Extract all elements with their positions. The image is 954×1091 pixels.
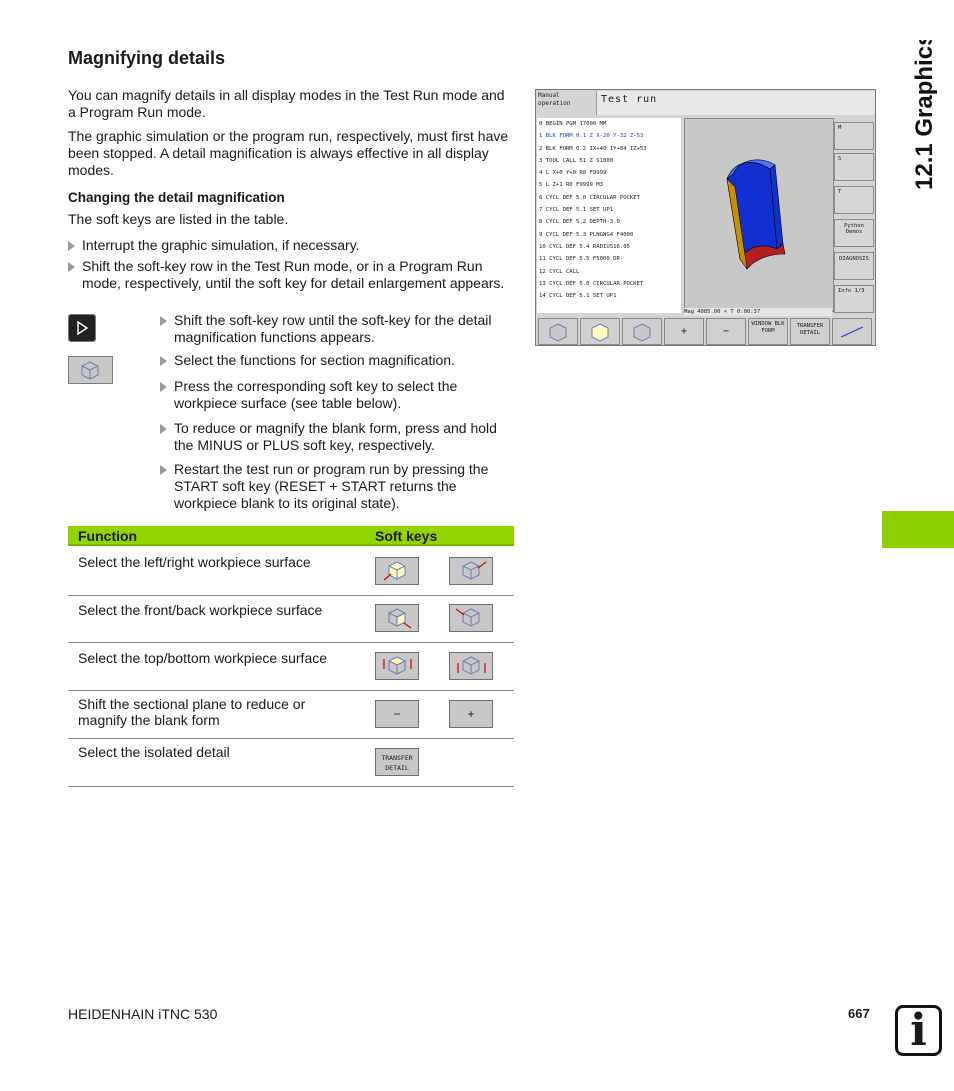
bottom-surface-softkey[interactable] (449, 652, 493, 680)
program-line: 2 BLK FORM 0.2 IX+40 IY+84 IZ+53 (539, 145, 647, 152)
chapter-tab (898, 40, 950, 190)
page-number: 667 (848, 1006, 870, 1021)
program-line: 8 CYCL DEF 5.2 DEPTH-3.0 (539, 219, 620, 226)
chapter-title-graphic (898, 40, 950, 190)
cube-back-icon (450, 605, 492, 631)
right-surface-softkey[interactable] (449, 557, 493, 585)
diagnosis-key[interactable]: DIAGNOSIS (834, 252, 874, 280)
back-surface-softkey[interactable] (449, 604, 493, 632)
program-line: 1 BLK FORM 0.1 Z X-20 Y-32 Z-53 (539, 133, 644, 140)
workpiece-graphic (685, 119, 833, 311)
chapter-color-tab (882, 511, 954, 548)
python-demos-key[interactable]: Python Demos (834, 219, 874, 247)
side-key-t[interactable]: T (834, 186, 874, 214)
screen-softkey-left[interactable] (580, 318, 620, 345)
table-row: Select the isolated detail TRANSFER DETAIL (68, 738, 514, 787)
cube-icon (539, 319, 577, 344)
cube-left-icon (376, 558, 418, 584)
cube-right-icon (450, 558, 492, 584)
cube-left-icon (581, 319, 619, 344)
mode-label: Manual operation (538, 92, 571, 107)
screen-softkey-extra[interactable] (832, 318, 872, 345)
step-shift-row: Shift the soft-key row until the soft-key for the detail magnification functions appears. (160, 312, 510, 346)
side-key-s[interactable]: S (834, 153, 874, 181)
arrow-icon (160, 382, 167, 392)
column-function: Function (78, 528, 138, 544)
cube-top-icon (376, 653, 418, 679)
screen-softkey-plus[interactable]: + (664, 318, 704, 345)
step-reduce-magnify: To reduce or magnify the blank form, press and hold the MINUS or PLUS soft key, respectively. (160, 420, 510, 454)
cube-front-icon (376, 605, 418, 631)
program-line: 14 CYCL DEF 5.1 SET UP1 (539, 293, 617, 300)
column-softkeys: Soft keys (375, 528, 438, 544)
subheading: Changing the detail magnification (68, 190, 285, 205)
section-heading: Magnifying details (68, 48, 226, 68)
table-row: Select the front/back workpiece surface (68, 595, 514, 643)
cube-bottom-icon (450, 653, 492, 679)
front-surface-softkey[interactable] (375, 604, 419, 632)
top-surface-softkey[interactable] (375, 652, 419, 680)
program-line: 3 TOOL CALL 51 Z S1000 (539, 157, 614, 164)
paragraph-stopped: The graphic simulation or the program run, respectively, must first have been stopped. A detail magnification is always effective in all display modes. (68, 128, 509, 178)
screen-title-bar (596, 91, 875, 115)
program-line: 7 CYCL DEF 5.1 SET UP1 (539, 207, 614, 214)
screen-softkey-window-blk-form[interactable]: WINDOW BLK FORM (748, 318, 788, 345)
program-line: 0 BEGIN PGM 17000 MM (539, 121, 607, 127)
info-key[interactable]: Info 1/3 (834, 285, 874, 313)
arrow-icon (160, 356, 167, 366)
arrow-icon (160, 316, 167, 326)
program-line: 9 CYCL DEF 5.3 PLNGNG4 F4000 (539, 231, 634, 238)
program-listing (537, 118, 681, 313)
program-line: 6 CYCL DEF 5.0 CIRCULAR POCKET (539, 194, 641, 201)
arrow-icon (160, 424, 167, 434)
paragraph-intro: You can magnify details in all display modes in the Test Run mode and a Program Run mode. (68, 87, 505, 120)
table-header (68, 526, 514, 546)
info-icon: i (895, 1005, 942, 1056)
transfer-detail-softkey[interactable]: TRANSFER DETAIL (375, 748, 419, 776)
program-line: 10 CYCL DEF 5.4 RADIUS16.05 (539, 243, 630, 250)
step-select-surface: Press the corresponding soft key to select the workpiece surface (see table below). (160, 378, 510, 412)
program-line: 13 CYCL DEF 5.0 CIRCULAR POCKET (539, 280, 644, 287)
screen-title: Test run (601, 94, 658, 105)
program-line: 4 L X+0 Y+0 R0 F9999 (539, 170, 607, 177)
arrow-icon (68, 241, 75, 251)
table-row: Shift the sectional plane to reduce or magnify the blank form − + (68, 690, 514, 739)
screen-softkey-right[interactable] (622, 318, 662, 345)
chapter-title: 12.1 Graphics (911, 40, 938, 190)
footer-manual-name: HEIDENHAIN iTNC 530 (68, 1006, 218, 1022)
minus-softkey[interactable]: − (375, 700, 419, 728)
bullet-shift: Shift the soft-key row in the Test Run mode, or in a Program Run mode, respectively, until the soft key for detail enlargement appears. (68, 258, 508, 292)
step-restart: Restart the test run or program run by pressing the START soft key (RESET + START returns the workpiece blank to its original state). (160, 461, 510, 512)
screen-softkey-cube[interactable] (538, 318, 578, 345)
screen-softkey-minus[interactable]: − (706, 318, 746, 345)
side-key-m[interactable]: M (834, 122, 874, 150)
graphics-window (684, 118, 834, 312)
left-surface-softkey[interactable] (375, 557, 419, 585)
screen-softkey-transfer-detail[interactable]: TRANSFER DETAIL (790, 318, 830, 345)
arrow-icon (68, 262, 75, 272)
table-row: Select the top/bottom workpiece surface (68, 642, 514, 691)
arrow-icon (833, 319, 871, 344)
paragraph-softkeys: The soft keys are listed in the table. (68, 211, 289, 227)
plus-softkey[interactable]: + (449, 700, 493, 728)
control-screenshot (535, 89, 876, 346)
play-icon (69, 315, 95, 341)
arrow-icon (160, 465, 167, 475)
cube-icon (69, 357, 112, 383)
program-line: 11 CYCL DEF 5.5 F5000 DR- (539, 256, 624, 263)
program-line: 5 L Z+1 R0 F9999 M3 (539, 182, 603, 189)
cube-right-icon (623, 319, 661, 344)
step-select-functions: Select the functions for section magnification. (160, 352, 510, 369)
detail-magnification-softkey[interactable] (68, 356, 113, 384)
table-row: Select the left/right workpiece surface (68, 546, 514, 596)
next-softkey-row-key[interactable] (68, 314, 96, 342)
status-line: Mag 4085.00 × T 0:00:37 (684, 308, 832, 316)
program-line: 12 CYCL CALL (539, 268, 580, 275)
bullet-interrupt: Interrupt the graphic simulation, if necessary. (68, 237, 508, 254)
